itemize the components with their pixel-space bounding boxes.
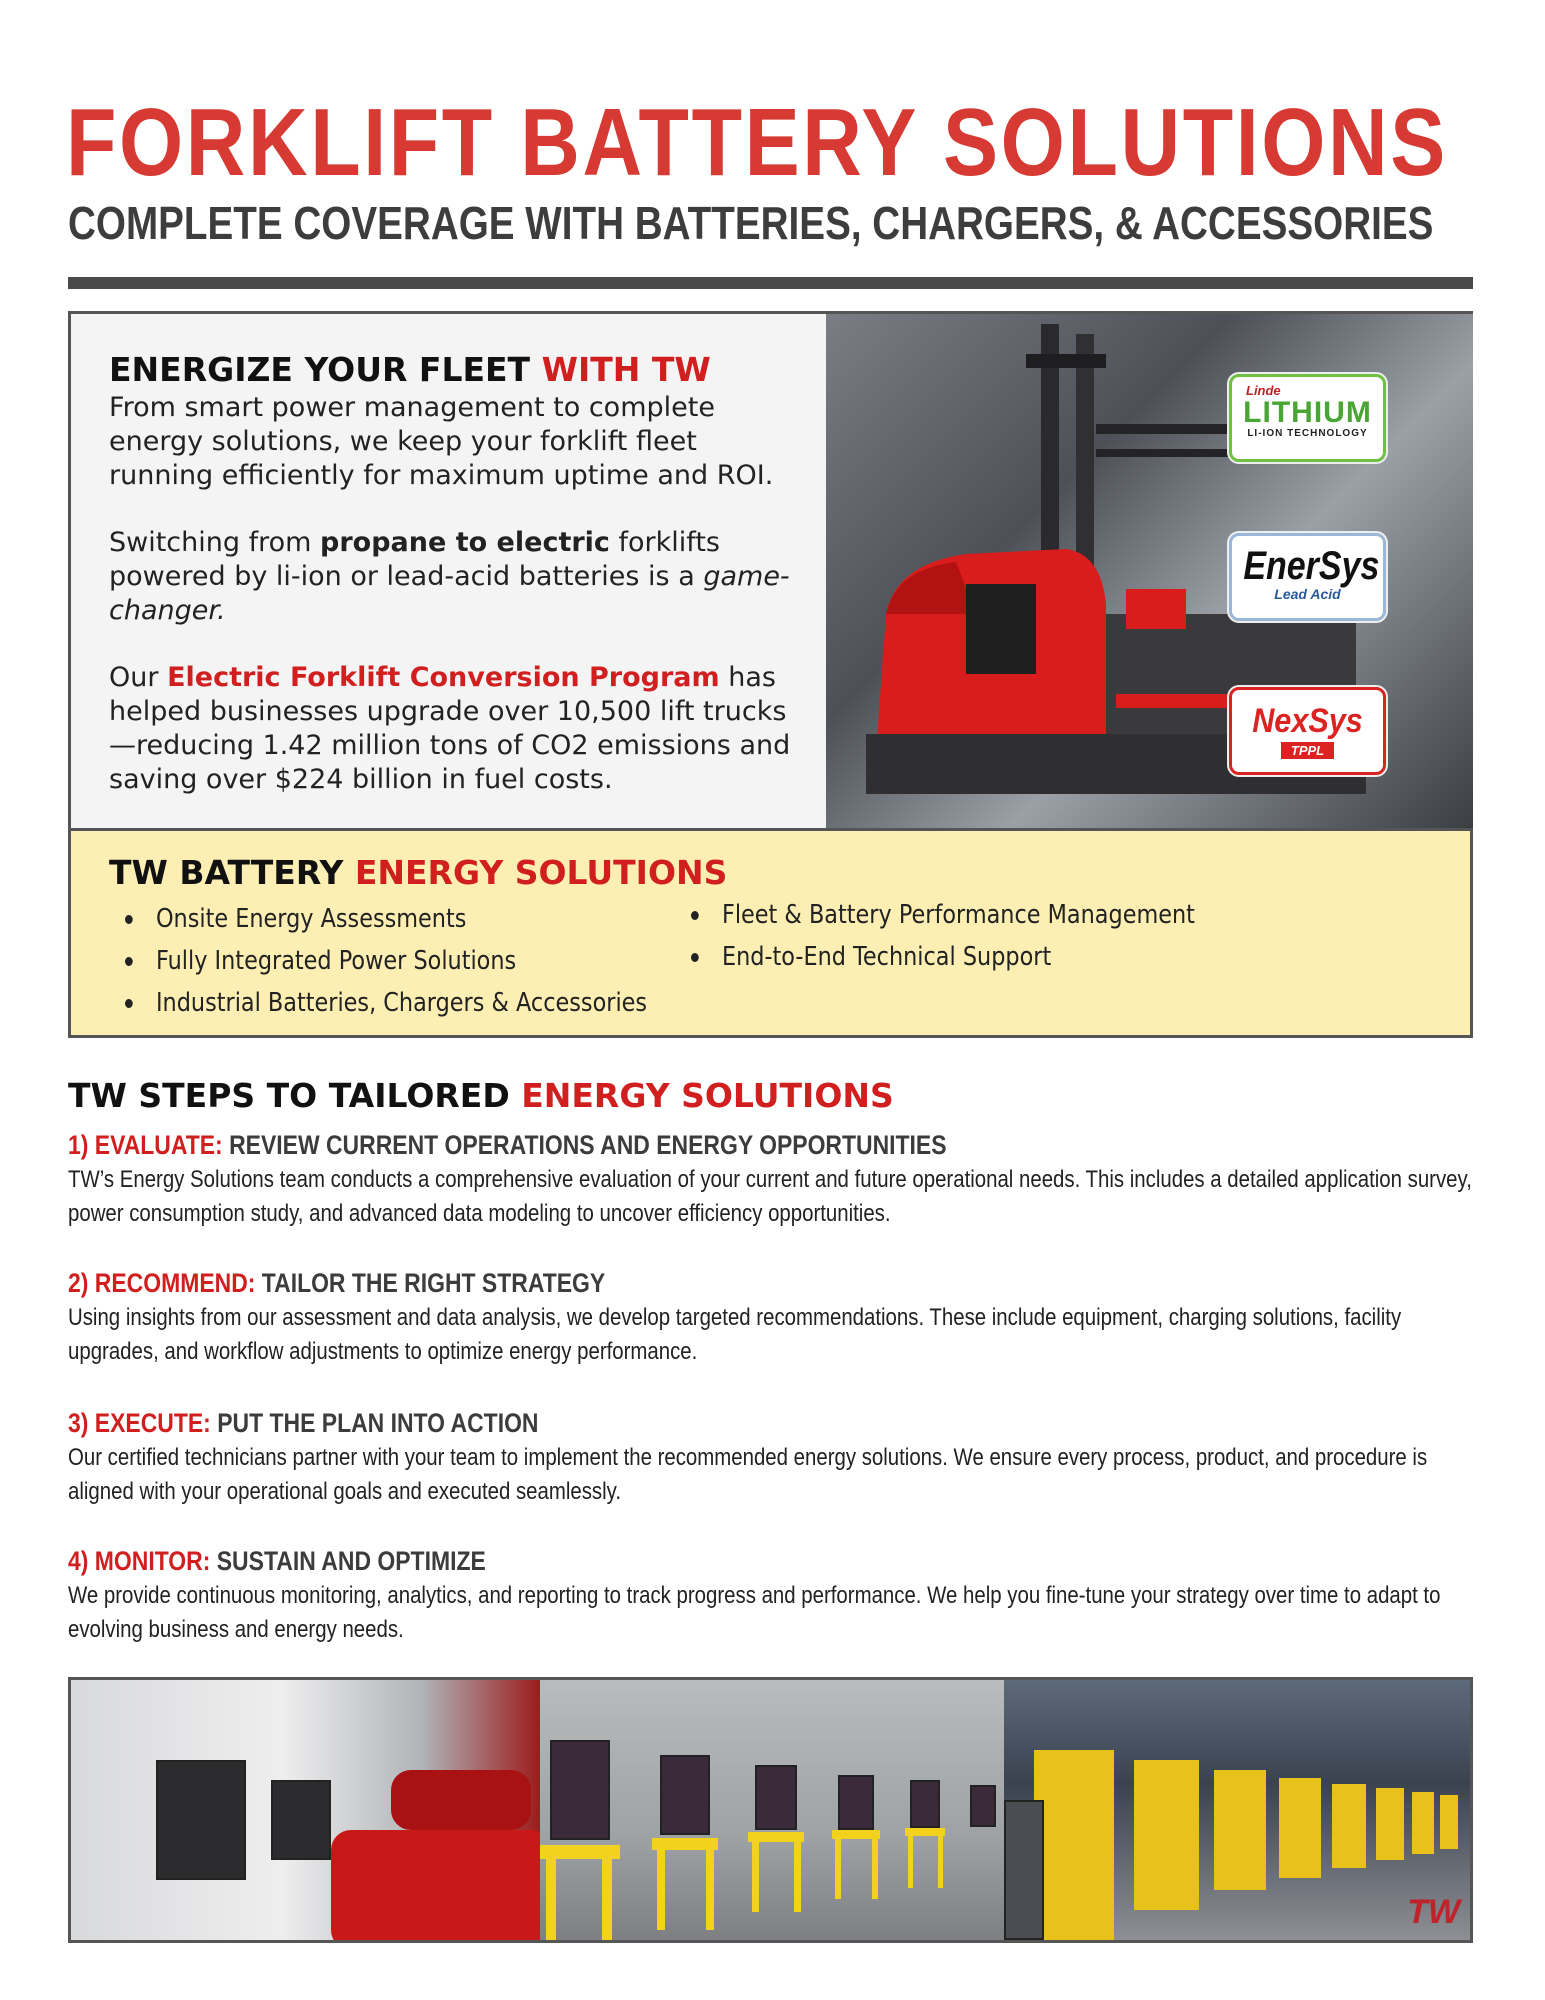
enersys-logo — [1229, 533, 1386, 621]
step-description: We provide continuous monitoring, analytics, and reporting to track progress and performance. We help you fine-tune your strategy over time to adapt to evolving business and energy needs. — [68, 1582, 1441, 1643]
yellow-charger — [1440, 1795, 1458, 1849]
hero-heading — [109, 350, 809, 389]
yellow-stand-leg — [706, 1850, 714, 1930]
step-title — [68, 1546, 1275, 1577]
solutions-list-left — [125, 898, 732, 1024]
list-item: End-to-End Technical Support — [691, 936, 1195, 978]
hero-p3-program-name: Electric Forklift Conversion Program — [167, 662, 720, 693]
yellow-stand-leg — [546, 1859, 556, 1940]
yellow-stand-leg — [602, 1859, 612, 1940]
step-number: 3) EXECUTE: — [68, 1408, 211, 1438]
hero-heading-red: WITH TW — [541, 350, 711, 389]
yellow-charger — [1034, 1750, 1114, 1940]
forklift-red-body — [391, 1770, 531, 1830]
step-description: TW’s Energy Solutions team conducts a comprehensive evaluation of your current and future operational needs. This includes a detailed application survey, power consumption study, and advanced data modeling to uncover efficiency opportunities. — [68, 1166, 1472, 1227]
wall-chargers-photo — [71, 1680, 540, 1940]
yellow-charger — [1214, 1770, 1266, 1890]
nexsys-logo — [1229, 687, 1386, 775]
step-heading: TAILOR THE RIGHT STRATEGY — [255, 1268, 606, 1298]
step-number: 1) EVALUATE: — [68, 1130, 223, 1160]
hero-p2-italic: game-changer. — [109, 561, 790, 626]
charger-unit — [910, 1780, 940, 1828]
step-heading: REVIEW CURRENT OPERATIONS AND ENERGY OPPORTUNITIES — [222, 1130, 947, 1160]
solutions-panel — [68, 828, 1473, 1038]
page-title: FORKLIFT BATTERY SOLUTIONS — [66, 89, 1448, 196]
yellow-stand — [832, 1830, 880, 1839]
hero-paragraph-2 — [109, 526, 809, 628]
forklift-photo — [826, 314, 1473, 831]
step-evaluate — [68, 1130, 1488, 1231]
charger-unit — [1004, 1800, 1044, 1940]
tw-watermark: TW — [1407, 1893, 1460, 1931]
yellow-charger — [1134, 1760, 1199, 1910]
yellow-stand — [540, 1845, 620, 1859]
hero-paragraph-1: From smart power management to complete energy solutions, we keep your forklift fleet running efficiently for maximum uptime and ROI. — [109, 392, 774, 491]
solutions-heading — [109, 853, 727, 892]
header-divider — [68, 277, 1473, 289]
list-item: Industrial Batteries, Chargers & Accessories — [125, 982, 647, 1024]
step-title — [68, 1408, 1275, 1439]
linde-lithium-logo — [1229, 374, 1386, 462]
list-item: Onsite Energy Assessments — [125, 898, 647, 940]
yellow-stand-chargers-photo — [540, 1680, 1004, 1940]
step-number: 2) RECOMMEND: — [68, 1268, 256, 1298]
enersys-text: EnerSys — [1243, 544, 1380, 588]
yellow-stand — [905, 1828, 945, 1836]
charger-unit — [970, 1785, 996, 1827]
hero-heading-black: ENERGIZE YOUR FLEET — [109, 350, 542, 389]
hero-panel — [68, 311, 1473, 831]
hero-p3-text-2: has helped businesses upgrade over 10,500 lift trucks—reducing 1.42 million tons of CO2 emissions and saving over $224 billion in fuel costs. — [109, 662, 791, 795]
forklift-red-body — [331, 1830, 540, 1940]
charger-row-photo — [1004, 1680, 1470, 1940]
nexsys-text: NexSys — [1252, 702, 1363, 740]
hero-p2-text-2: forklifts powered by li-ion or lead-acid batteries is a — [109, 527, 720, 592]
yellow-stand-leg — [794, 1842, 801, 1912]
steps-heading-black: TW STEPS TO TAILORED — [68, 1076, 522, 1115]
step-number: 4) MONITOR: — [68, 1546, 211, 1576]
solutions-heading-red: ENERGY SOLUTIONS — [354, 853, 728, 892]
hero-text — [109, 350, 809, 797]
yellow-stand-leg — [872, 1839, 878, 1899]
charger-unit — [271, 1780, 331, 1860]
yellow-stand-leg — [657, 1850, 665, 1930]
photo-strip — [68, 1677, 1473, 1943]
yellow-charger — [1332, 1784, 1366, 1868]
step-heading: PUT THE PLAN INTO ACTION — [210, 1408, 539, 1438]
yellow-stand-leg — [938, 1836, 943, 1888]
page-subtitle: COMPLETE COVERAGE WITH BATTERIES, CHARGERS, & ACCESSORIES — [68, 197, 1434, 249]
charger-unit — [755, 1765, 797, 1830]
step-recommend — [68, 1268, 1488, 1369]
step-monitor — [68, 1546, 1488, 1647]
step-description: Using insights from our assessment and data analysis, we develop targeted recommendations. These include equipment, charging solutions, facility upgrades, and workflow adjustments to optimize energy performance. — [68, 1304, 1402, 1365]
list-item: Fully Integrated Power Solutions — [125, 940, 647, 982]
lithium-text: LITHIUM — [1243, 396, 1372, 429]
yellow-charger — [1412, 1792, 1434, 1854]
charger-unit — [660, 1755, 710, 1835]
hero-p3-text: Our — [109, 662, 168, 693]
step-heading: SUSTAIN AND OPTIMIZE — [210, 1546, 486, 1576]
charger-unit — [156, 1760, 246, 1880]
yellow-stand-leg — [835, 1839, 841, 1899]
hero-p2-bold: propane to electric — [320, 527, 610, 558]
step-title — [68, 1268, 1275, 1299]
step-title — [68, 1130, 1275, 1161]
step-execute — [68, 1408, 1488, 1509]
step-description: Our certified technicians partner with your team to implement the recommended energy solutions. We ensure every process, product, and procedure is aligned with your operational goals and executed seamlessly. — [68, 1444, 1428, 1505]
yellow-charger — [1279, 1778, 1321, 1878]
li-ion-tag: LI-ION TECHNOLOGY — [1247, 428, 1368, 439]
steps-heading — [68, 1076, 894, 1115]
list-item: Fleet & Battery Performance Management — [691, 894, 1195, 936]
hero-paragraph-3 — [109, 661, 809, 797]
linde-brand-text: Linde — [1246, 383, 1281, 398]
solutions-heading-black: TW BATTERY — [109, 853, 355, 892]
charger-unit — [550, 1740, 610, 1840]
charger-unit — [838, 1775, 874, 1830]
yellow-charger — [1376, 1788, 1404, 1860]
yellow-stand — [652, 1838, 718, 1850]
steps-heading-red: ENERGY SOLUTIONS — [521, 1076, 894, 1115]
yellow-stand-leg — [908, 1836, 913, 1888]
yellow-stand-leg — [752, 1842, 759, 1912]
solutions-list-right — [691, 894, 1277, 978]
hero-p2-text: Switching from — [109, 527, 321, 558]
tppl-tag: TPPL — [1281, 742, 1334, 759]
yellow-stand — [748, 1832, 804, 1842]
lead-acid-tag: Lead Acid — [1274, 586, 1341, 602]
